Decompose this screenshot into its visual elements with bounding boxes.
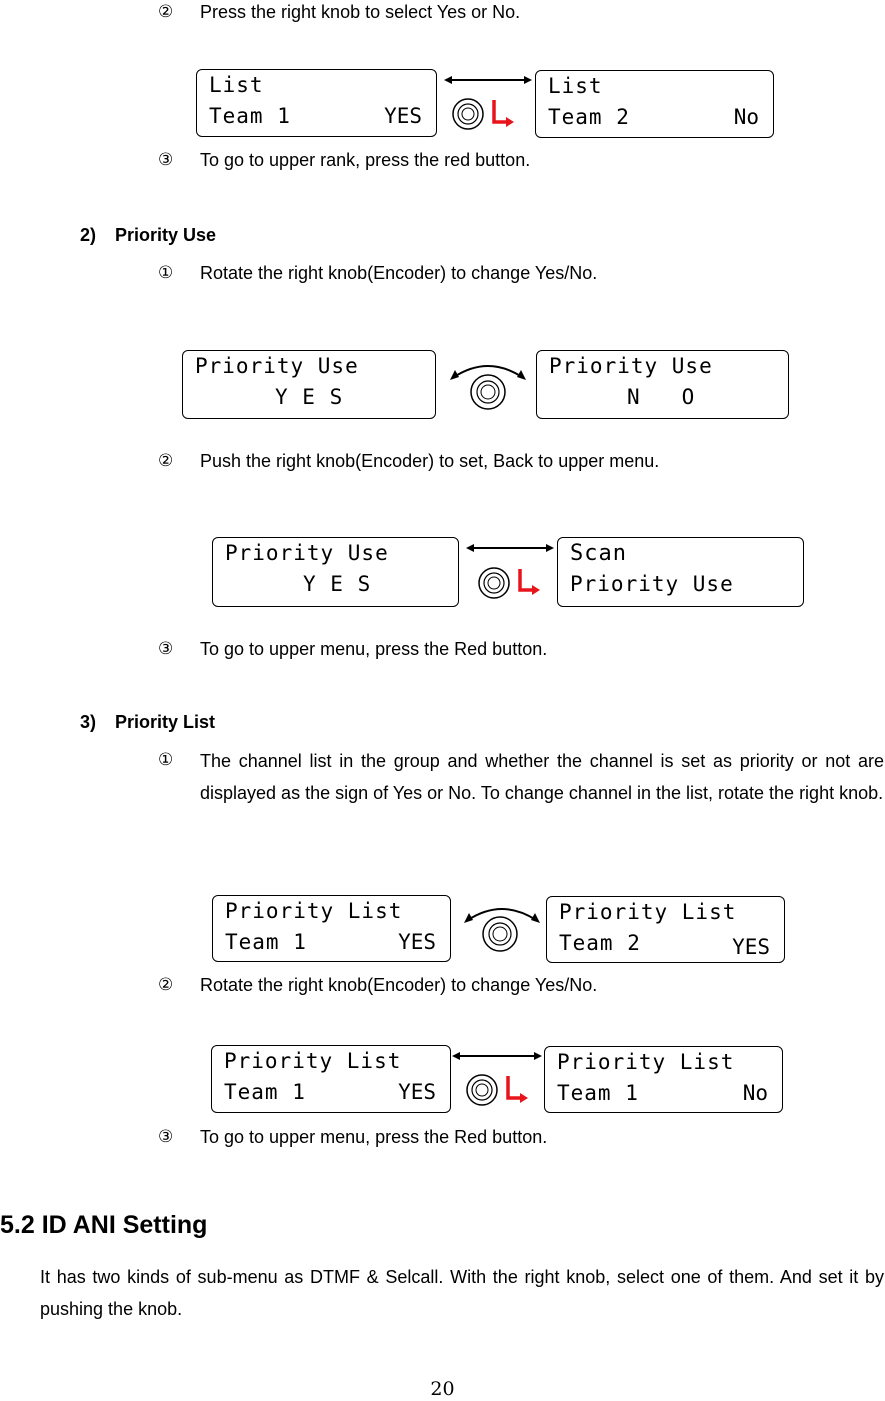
step-text: Rotate the right knob(Encoder) to change Yes/No.: [200, 263, 598, 283]
subheading-number: 3): [80, 712, 97, 732]
lcd-line2-right: YES: [732, 935, 770, 959]
subheading-number: 2): [80, 225, 97, 245]
lcd-line1: Scan: [570, 541, 627, 566]
step-text: To go to upper rank, press the red button.: [200, 150, 531, 170]
step-number: ②: [158, 2, 174, 22]
step-text: Press the right knob to select Yes or No.: [200, 2, 521, 22]
subheading-text: Priority Use: [115, 225, 217, 245]
step-number: ①: [158, 750, 174, 770]
lcd-line2-left: Team 1: [224, 1080, 306, 1104]
lcd-line1: Priority Use: [225, 541, 389, 565]
section-body: It has two kinds of sub-menu as DTMF & Selcall. With the right knob, select one of them. And set it by pushing the knob.: [40, 1267, 884, 1319]
lcd-display: [212, 895, 451, 962]
lcd-line1: List: [548, 74, 603, 98]
step-3-row: [0, 149, 885, 173]
subheading-priority-list: [80, 712, 215, 733]
lcd-line2-right: No: [733, 105, 759, 129]
lcd-display: [544, 1046, 783, 1113]
knob-rotate-icon: [462, 898, 542, 958]
lcd-line2: Priority Use: [570, 572, 734, 596]
lcd-line2-left: Team 2: [559, 931, 641, 955]
lcd-line2-left: Team 1: [209, 104, 291, 128]
step-text: To go to upper menu, press the Red button.: [200, 1127, 548, 1147]
step-number: ③: [158, 639, 174, 659]
step-text: Push the right knob(Encoder) to set, Back to upper menu.: [200, 451, 660, 471]
step-text: The channel list in the group and whether the channel is set as priority or not are displayed as the sign of Yes or No. To change channel in the list, rotate the right knob.: [200, 751, 884, 803]
lcd-display: [196, 69, 437, 137]
lcd-line1: Priority List: [559, 900, 737, 924]
step-2-row: [0, 450, 885, 474]
lcd-display: [182, 350, 436, 419]
lcd-display: [557, 537, 804, 607]
lcd-line2-left: Team 2: [548, 105, 630, 129]
lcd-line1: Priority Use: [195, 354, 359, 378]
lcd-line2-right: YES: [398, 930, 436, 954]
lcd-display: [536, 350, 789, 419]
lcd-display: [212, 537, 459, 607]
lcd-display: [211, 1045, 451, 1113]
lcd-display: [546, 896, 785, 963]
lcd-line2: Y E S: [303, 572, 372, 596]
lcd-line1: Priority Use: [549, 354, 713, 378]
subheading-text: Priority List: [115, 712, 216, 732]
knob-press-icon: [466, 540, 556, 604]
lcd-line1: Priority List: [557, 1050, 735, 1074]
lcd-line2-right: YES: [398, 1080, 436, 1104]
step-number: ②: [158, 451, 174, 471]
knob-press-icon: [444, 72, 534, 134]
lcd-line2: Y E S: [275, 385, 344, 409]
step-1-row: [0, 262, 885, 286]
step-number: ②: [158, 975, 174, 995]
lcd-line2-right: YES: [384, 104, 422, 128]
step-number: ③: [158, 150, 174, 170]
step-number: ③: [158, 1127, 174, 1147]
lcd-line2-left: Team 1: [557, 1081, 639, 1105]
lcd-line1: Priority List: [224, 1049, 402, 1073]
lcd-display: [535, 70, 774, 138]
step-3-row: [0, 638, 885, 662]
lcd-line2: N O: [627, 385, 696, 409]
step-3-row: [0, 1126, 885, 1150]
lcd-line2-right: No: [742, 1081, 768, 1105]
step-text: To go to upper menu, press the Red button.: [200, 639, 548, 659]
step-text: Rotate the right knob(Encoder) to change Yes/No.: [200, 975, 598, 995]
step-2-row: [0, 0, 885, 24]
page-number: 20: [430, 1378, 455, 1400]
step-number: ①: [158, 263, 174, 283]
knob-press-icon: [452, 1048, 544, 1110]
section-title: 5.2 ID ANI Setting: [0, 1211, 208, 1239]
lcd-line1: List: [209, 73, 264, 97]
subheading-priority-use: [80, 225, 216, 246]
lcd-line1: Priority List: [225, 899, 403, 923]
step-2-row: [0, 974, 885, 998]
knob-rotate-icon: [448, 355, 528, 415]
lcd-line2-left: Team 1: [225, 930, 307, 954]
